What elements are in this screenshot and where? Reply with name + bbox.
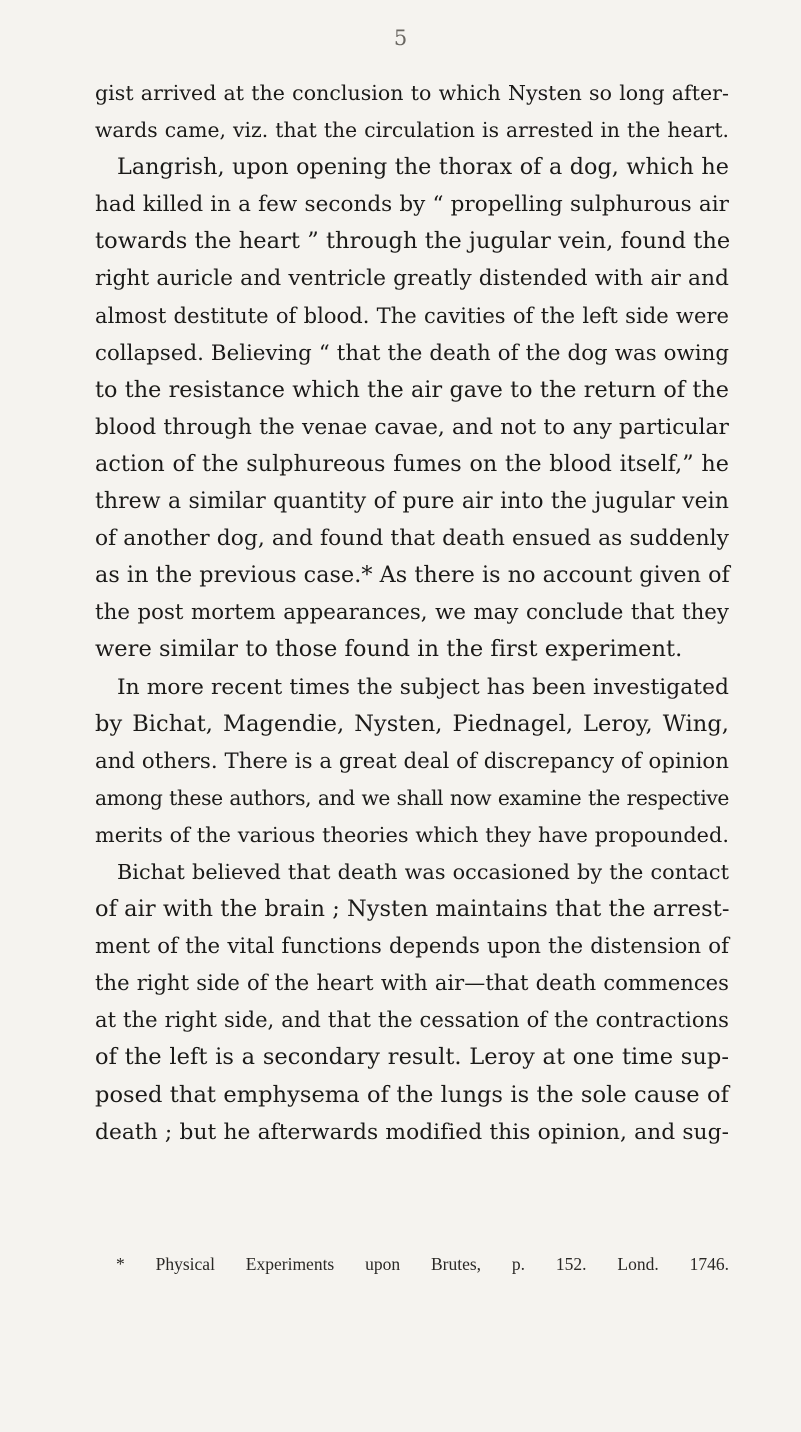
text-line: ment of the vital functions depends upon the distension of [95,934,729,960]
text-line: collapsed. Believing “ that the death of the dog was owing [95,340,729,366]
text-line: by Bichat, Magendie, Nysten, Piednagel, Leroy, Wing, [95,710,729,737]
text-line: as in the previous case.* As there is no account given of [95,562,730,589]
text-line: had killed in a few seconds by “ propelling sulphurous air [95,192,729,218]
text-line: towards the heart ” through the jugular vein, found the [95,228,731,255]
text-line: the post mortem appearances, we may conclude that they [95,600,729,626]
text-line: almost destitute of blood. The cavities of the left side were [95,303,729,328]
body-text [95,75,729,1151]
text-line: death ; but he afterwards modified this opinion, and sug- [95,1119,729,1145]
text-line: posed that emphysema of the lungs is the sole cause of [95,1081,729,1108]
page-number: 5 [393,26,408,50]
text-line: threw a similar quantity of pure air into the jugular vein [95,489,729,515]
text-line: gist arrived at the conclusion to which Nysten so long after- [95,81,729,105]
text-line: action of the sulphureous fumes on the blood itself,” he [95,450,729,477]
text-line: Langrish, upon opening the thorax of a dog, which he [117,154,729,181]
text-line: of air with the brain ; Nysten maintains that the arrest- [95,896,730,923]
text-line: to the resistance which the air gave to the return of the [95,376,729,403]
text-line: the right side of the heart with air—that death commences [95,971,729,996]
text-line: of another dog, and found that death ensued as suddenly [95,526,729,552]
text-line: were similar to those found in the first experiment. [95,636,683,663]
text-line: Bichat believed that death was occasioned by the contact [117,859,729,884]
text-line: blood through the venae cavae, and not to any particular [95,414,729,440]
text-line: In more recent times the subject has been investigated [117,674,729,700]
text-line: wards came, viz. that the circulation is arrested in the heart. [95,118,729,143]
text-line: merits of the various theories which they have propounded. [95,822,729,847]
text-line: at the right side, and that the cessation of the contractions [95,1008,729,1033]
text-line: of the left is a secondary result. Leroy at one time sup- [95,1044,729,1071]
text-line: right auricle and ventricle greatly distended with air and [95,266,729,292]
footnote: * Physical Experiments upon Brutes, p. 152. Lond. 1746. [116,1254,729,1274]
text-line: among these authors, and we shall now examine the respective [95,785,729,810]
text-line: and others. There is a great deal of discrepancy of opinion [95,748,729,774]
